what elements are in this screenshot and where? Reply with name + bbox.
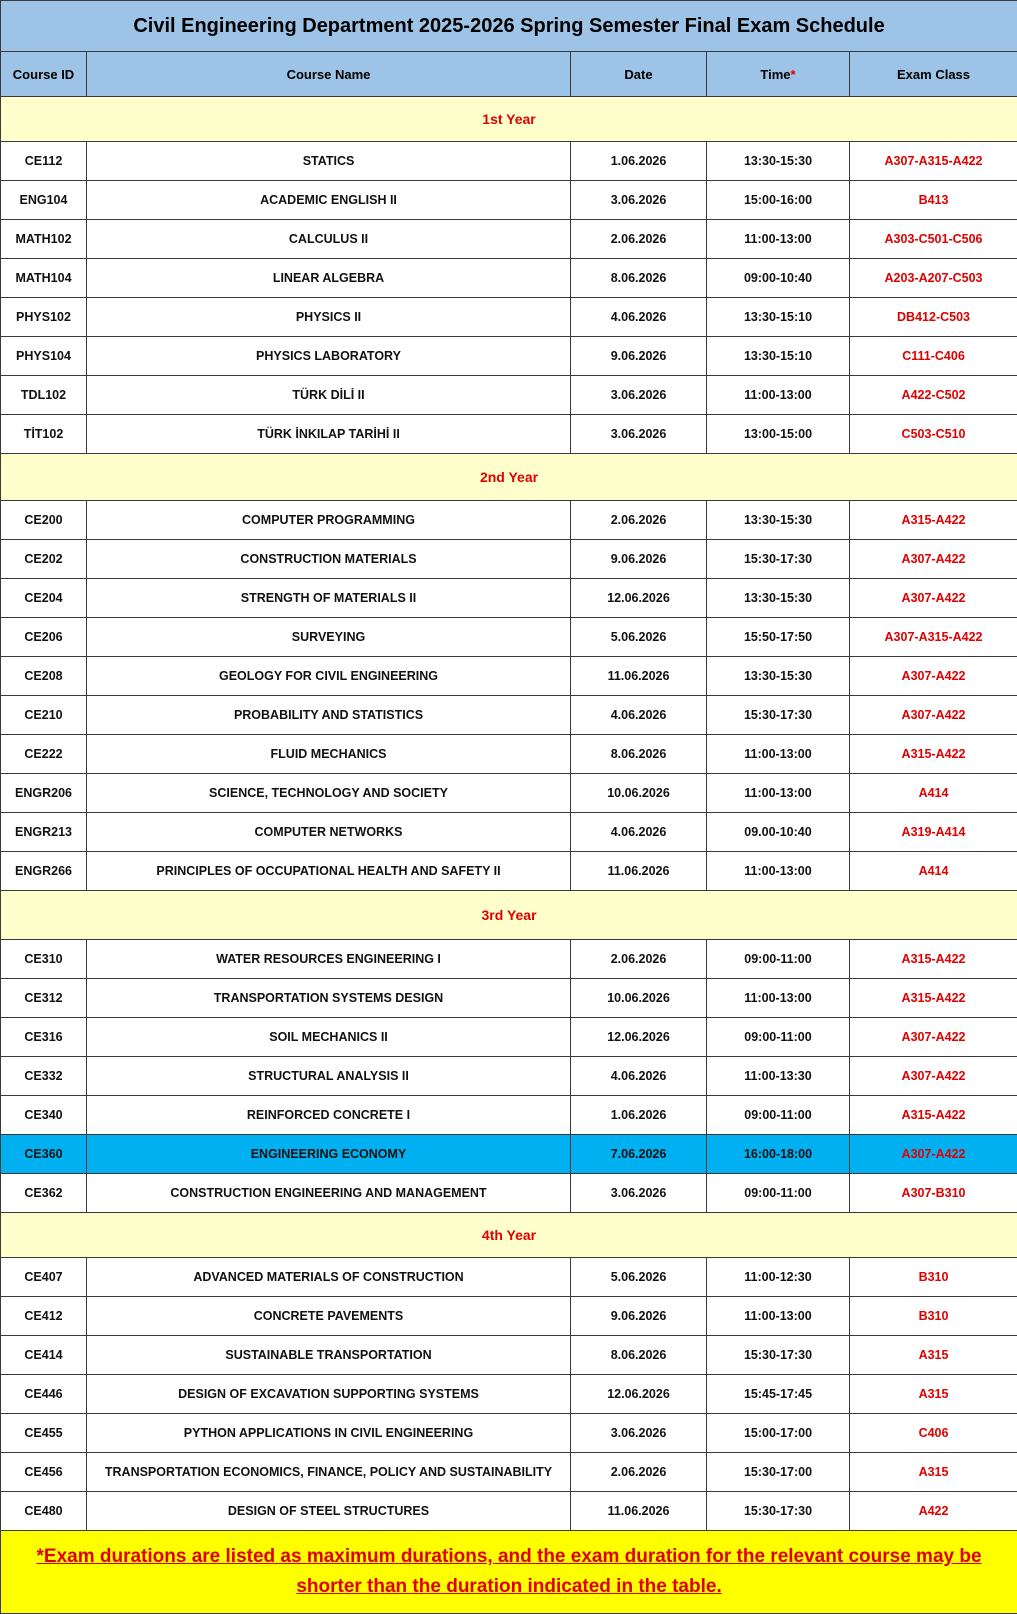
- exam-class-cell: A307-A422: [850, 579, 1017, 618]
- date-cell: 2.06.2026: [571, 1453, 707, 1492]
- time-cell: 09:00-10:40: [707, 259, 850, 298]
- date-cell: 4.06.2026: [571, 696, 707, 735]
- date-cell: 2.06.2026: [571, 940, 707, 979]
- table-row: [1, 415, 1017, 454]
- year-label: 3rd Year: [1, 891, 1017, 940]
- table-row: [1, 1453, 1017, 1492]
- course-id-cell: ENG104: [1, 181, 87, 220]
- course-id-cell: PHYS102: [1, 298, 87, 337]
- exam-class-cell: A303-C501-C506: [850, 220, 1017, 259]
- course-id-cell: CE360: [1, 1135, 87, 1174]
- course-name-cell: PHYSICS II: [87, 298, 571, 337]
- time-cell: 13:00-15:00: [707, 415, 850, 454]
- exam-class-cell: B310: [850, 1258, 1017, 1297]
- course-name-cell: STRENGTH OF MATERIALS II: [87, 579, 571, 618]
- date-cell: 9.06.2026: [571, 540, 707, 579]
- time-cell: 13:30-15:30: [707, 501, 850, 540]
- time-cell: 15:00-16:00: [707, 181, 850, 220]
- time-cell: 11:00-13:30: [707, 1057, 850, 1096]
- time-cell: 15:30-17:30: [707, 1492, 850, 1531]
- table-row: [1, 220, 1017, 259]
- date-cell: 2.06.2026: [571, 501, 707, 540]
- date-cell: 3.06.2026: [571, 1414, 707, 1453]
- exam-class-cell: C503-C510: [850, 415, 1017, 454]
- date-cell: 1.06.2026: [571, 142, 707, 181]
- time-cell: 11:00-13:00: [707, 376, 850, 415]
- table-row: [1, 298, 1017, 337]
- course-name-cell: PYTHON APPLICATIONS IN CIVIL ENGINEERING: [87, 1414, 571, 1453]
- exam-class-cell: A315-A422: [850, 979, 1017, 1018]
- course-name-cell: CONSTRUCTION ENGINEERING AND MANAGEMENT: [87, 1174, 571, 1213]
- date-cell: 12.06.2026: [571, 579, 707, 618]
- table-row: [1, 1057, 1017, 1096]
- course-name-cell: PROBABILITY AND STATISTICS: [87, 696, 571, 735]
- course-name-cell: TRANSPORTATION ECONOMICS, FINANCE, POLICY AND SUSTAINABILITY: [87, 1453, 571, 1492]
- exam-class-cell: A414: [850, 852, 1017, 891]
- course-name-cell: DESIGN OF EXCAVATION SUPPORTING SYSTEMS: [87, 1375, 571, 1414]
- time-cell: 13:30-15:10: [707, 298, 850, 337]
- table-row: [1, 337, 1017, 376]
- date-cell: 8.06.2026: [571, 1336, 707, 1375]
- time-cell: 09:00-11:00: [707, 1096, 850, 1135]
- table-row: [1, 1492, 1017, 1531]
- exam-class-cell: B413: [850, 181, 1017, 220]
- table-row: [1, 618, 1017, 657]
- time-cell: 13:30-15:30: [707, 579, 850, 618]
- title-row: [1, 1, 1017, 52]
- course-name-cell: TRANSPORTATION SYSTEMS DESIGN: [87, 979, 571, 1018]
- header-time: [707, 52, 850, 97]
- exam-class-cell: A307-A422: [850, 540, 1017, 579]
- table-row: [1, 501, 1017, 540]
- time-cell: 13:30-15:10: [707, 337, 850, 376]
- date-cell: 10.06.2026: [571, 774, 707, 813]
- course-name-cell: WATER RESOURCES ENGINEERING I: [87, 940, 571, 979]
- course-id-cell: CE414: [1, 1336, 87, 1375]
- year-row: [1, 891, 1017, 940]
- exam-class-cell: A307-A315-A422: [850, 142, 1017, 181]
- exam-class-cell: A315: [850, 1336, 1017, 1375]
- date-cell: 3.06.2026: [571, 376, 707, 415]
- course-id-cell: ENGR206: [1, 774, 87, 813]
- exam-class-cell: C111-C406: [850, 337, 1017, 376]
- course-name-cell: STRUCTURAL ANALYSIS II: [87, 1057, 571, 1096]
- course-id-cell: CE310: [1, 940, 87, 979]
- table-row: [1, 1258, 1017, 1297]
- time-cell: 09:00-11:00: [707, 1018, 850, 1057]
- table-row: [1, 579, 1017, 618]
- course-name-cell: COMPUTER PROGRAMMING: [87, 501, 571, 540]
- table-row: [1, 940, 1017, 979]
- table-row: [1, 259, 1017, 298]
- course-name-cell: CONCRETE PAVEMENTS: [87, 1297, 571, 1336]
- date-cell: 3.06.2026: [571, 181, 707, 220]
- header-row: [1, 52, 1017, 97]
- course-id-cell: CE446: [1, 1375, 87, 1414]
- course-name-cell: GEOLOGY FOR CIVIL ENGINEERING: [87, 657, 571, 696]
- date-cell: 4.06.2026: [571, 1057, 707, 1096]
- header-course-id: Course ID: [1, 52, 87, 97]
- course-name-cell: SURVEYING: [87, 618, 571, 657]
- page-title: Civil Engineering Department 2025-2026 Spring Semester Final Exam Schedule: [1, 1, 1017, 52]
- table-row: [1, 1174, 1017, 1213]
- table-row: [1, 142, 1017, 181]
- exam-class-cell: A315-A422: [850, 1096, 1017, 1135]
- time-cell: 15:00-17:00: [707, 1414, 850, 1453]
- table-row: [1, 181, 1017, 220]
- year-row: [1, 1213, 1017, 1258]
- exam-class-cell: A319-A414: [850, 813, 1017, 852]
- table-row: [1, 1135, 1017, 1174]
- course-id-cell: CE362: [1, 1174, 87, 1213]
- course-name-cell: PHYSICS LABORATORY: [87, 337, 571, 376]
- exam-class-cell: A307-A422: [850, 1135, 1017, 1174]
- time-cell: 09:00-11:00: [707, 1174, 850, 1213]
- schedule-body: [1, 97, 1017, 1531]
- course-id-cell: CE202: [1, 540, 87, 579]
- table-row: [1, 1096, 1017, 1135]
- table-row: [1, 696, 1017, 735]
- table-row: [1, 852, 1017, 891]
- time-cell: 11:00-13:00: [707, 220, 850, 259]
- course-id-cell: ENGR266: [1, 852, 87, 891]
- course-id-cell: CE316: [1, 1018, 87, 1057]
- year-row: [1, 454, 1017, 501]
- course-id-cell: ENGR213: [1, 813, 87, 852]
- course-name-cell: REINFORCED CONCRETE I: [87, 1096, 571, 1135]
- table-row: [1, 813, 1017, 852]
- exam-class-cell: DB412-C503: [850, 298, 1017, 337]
- time-cell: 13:30-15:30: [707, 657, 850, 696]
- time-cell: 09.00-10:40: [707, 813, 850, 852]
- exam-class-cell: A315-A422: [850, 735, 1017, 774]
- date-cell: 12.06.2026: [571, 1018, 707, 1057]
- course-name-cell: CALCULUS II: [87, 220, 571, 259]
- course-name-cell: ADVANCED MATERIALS OF CONSTRUCTION: [87, 1258, 571, 1297]
- course-id-cell: CE412: [1, 1297, 87, 1336]
- time-cell: 11:00-13:00: [707, 774, 850, 813]
- exam-class-cell: B310: [850, 1297, 1017, 1336]
- time-cell: 15:30-17:30: [707, 540, 850, 579]
- header-time-marker: *: [791, 67, 796, 82]
- course-id-cell: CE312: [1, 979, 87, 1018]
- course-name-cell: SCIENCE, TECHNOLOGY AND SOCIETY: [87, 774, 571, 813]
- course-id-cell: CE407: [1, 1258, 87, 1297]
- exam-class-cell: A315: [850, 1453, 1017, 1492]
- year-label: 4th Year: [1, 1213, 1017, 1258]
- course-id-cell: PHYS104: [1, 337, 87, 376]
- date-cell: 3.06.2026: [571, 1174, 707, 1213]
- time-cell: 15:30-17:30: [707, 696, 850, 735]
- course-id-cell: CE456: [1, 1453, 87, 1492]
- date-cell: 11.06.2026: [571, 1492, 707, 1531]
- course-name-cell: DESIGN OF STEEL STRUCTURES: [87, 1492, 571, 1531]
- course-id-cell: MATH102: [1, 220, 87, 259]
- date-cell: 3.06.2026: [571, 415, 707, 454]
- course-id-cell: CE455: [1, 1414, 87, 1453]
- time-cell: 15:50-17:50: [707, 618, 850, 657]
- course-name-cell: LINEAR ALGEBRA: [87, 259, 571, 298]
- course-name-cell: CONSTRUCTION MATERIALS: [87, 540, 571, 579]
- year-label: 1st Year: [1, 97, 1017, 142]
- footnote: *Exam durations are listed as maximum durations, and the exam duration for the relevant course may be shorter than the duration indicated in the table.: [1, 1531, 1017, 1614]
- header-exam-class: Exam Class: [850, 52, 1017, 97]
- course-name-cell: STATICS: [87, 142, 571, 181]
- date-cell: 8.06.2026: [571, 735, 707, 774]
- course-id-cell: CE222: [1, 735, 87, 774]
- time-cell: 16:00-18:00: [707, 1135, 850, 1174]
- course-id-cell: CE206: [1, 618, 87, 657]
- course-id-cell: CE332: [1, 1057, 87, 1096]
- table-row: [1, 657, 1017, 696]
- course-name-cell: SOIL MECHANICS II: [87, 1018, 571, 1057]
- date-cell: 11.06.2026: [571, 657, 707, 696]
- table-row: [1, 1297, 1017, 1336]
- course-id-cell: CE480: [1, 1492, 87, 1531]
- time-cell: 11:00-13:00: [707, 1297, 850, 1336]
- time-cell: 11:00-12:30: [707, 1258, 850, 1297]
- header-course-name: Course Name: [87, 52, 571, 97]
- course-id-cell: MATH104: [1, 259, 87, 298]
- date-cell: 12.06.2026: [571, 1375, 707, 1414]
- exam-class-cell: A307-A422: [850, 1057, 1017, 1096]
- time-cell: 15:30-17:30: [707, 1336, 850, 1375]
- exam-class-cell: A315-A422: [850, 501, 1017, 540]
- exam-class-cell: A422: [850, 1492, 1017, 1531]
- header-time-label: Time: [760, 67, 790, 82]
- table-row: [1, 1375, 1017, 1414]
- time-cell: 13:30-15:30: [707, 142, 850, 181]
- exam-class-cell: A203-A207-C503: [850, 259, 1017, 298]
- date-cell: 2.06.2026: [571, 220, 707, 259]
- course-id-cell: CE208: [1, 657, 87, 696]
- date-cell: 7.06.2026: [571, 1135, 707, 1174]
- date-cell: 5.06.2026: [571, 618, 707, 657]
- time-cell: 15:30-17:00: [707, 1453, 850, 1492]
- exam-class-cell: A307-A315-A422: [850, 618, 1017, 657]
- exam-class-cell: A414: [850, 774, 1017, 813]
- year-label: 2nd Year: [1, 454, 1017, 501]
- time-cell: 11:00-13:00: [707, 979, 850, 1018]
- date-cell: 1.06.2026: [571, 1096, 707, 1135]
- course-name-cell: PRINCIPLES OF OCCUPATIONAL HEALTH AND SAFETY II: [87, 852, 571, 891]
- date-cell: 5.06.2026: [571, 1258, 707, 1297]
- course-id-cell: CE204: [1, 579, 87, 618]
- table-row: [1, 1414, 1017, 1453]
- date-cell: 10.06.2026: [571, 979, 707, 1018]
- table-row: [1, 376, 1017, 415]
- course-name-cell: TÜRK İNKILAP TARİHİ II: [87, 415, 571, 454]
- course-name-cell: ACADEMIC ENGLISH II: [87, 181, 571, 220]
- date-cell: 4.06.2026: [571, 813, 707, 852]
- course-id-cell: TİT102: [1, 415, 87, 454]
- date-cell: 4.06.2026: [571, 298, 707, 337]
- table-row: [1, 774, 1017, 813]
- table-row: [1, 540, 1017, 579]
- exam-class-cell: A315-A422: [850, 940, 1017, 979]
- time-cell: 11:00-13:00: [707, 852, 850, 891]
- date-cell: 9.06.2026: [571, 1297, 707, 1336]
- table-row: [1, 1336, 1017, 1375]
- exam-class-cell: A307-B310: [850, 1174, 1017, 1213]
- footnote-row: [1, 1531, 1017, 1614]
- course-name-cell: SUSTAINABLE TRANSPORTATION: [87, 1336, 571, 1375]
- course-name-cell: COMPUTER NETWORKS: [87, 813, 571, 852]
- time-cell: 09:00-11:00: [707, 940, 850, 979]
- exam-class-cell: A315: [850, 1375, 1017, 1414]
- course-name-cell: FLUID MECHANICS: [87, 735, 571, 774]
- year-row: [1, 97, 1017, 142]
- date-cell: 11.06.2026: [571, 852, 707, 891]
- course-name-cell: ENGINEERING ECONOMY: [87, 1135, 571, 1174]
- date-cell: 8.06.2026: [571, 259, 707, 298]
- course-id-cell: CE112: [1, 142, 87, 181]
- course-id-cell: CE210: [1, 696, 87, 735]
- course-id-cell: TDL102: [1, 376, 87, 415]
- table-row: [1, 979, 1017, 1018]
- time-cell: 11:00-13:00: [707, 735, 850, 774]
- exam-class-cell: A422-C502: [850, 376, 1017, 415]
- exam-class-cell: C406: [850, 1414, 1017, 1453]
- header-date: Date: [571, 52, 707, 97]
- time-cell: 15:45-17:45: [707, 1375, 850, 1414]
- course-name-cell: TÜRK DİLİ II: [87, 376, 571, 415]
- course-id-cell: CE340: [1, 1096, 87, 1135]
- table-row: [1, 735, 1017, 774]
- exam-class-cell: A307-A422: [850, 657, 1017, 696]
- date-cell: 9.06.2026: [571, 337, 707, 376]
- table-row: [1, 1018, 1017, 1057]
- exam-class-cell: A307-A422: [850, 696, 1017, 735]
- course-id-cell: CE200: [1, 501, 87, 540]
- exam-class-cell: A307-A422: [850, 1018, 1017, 1057]
